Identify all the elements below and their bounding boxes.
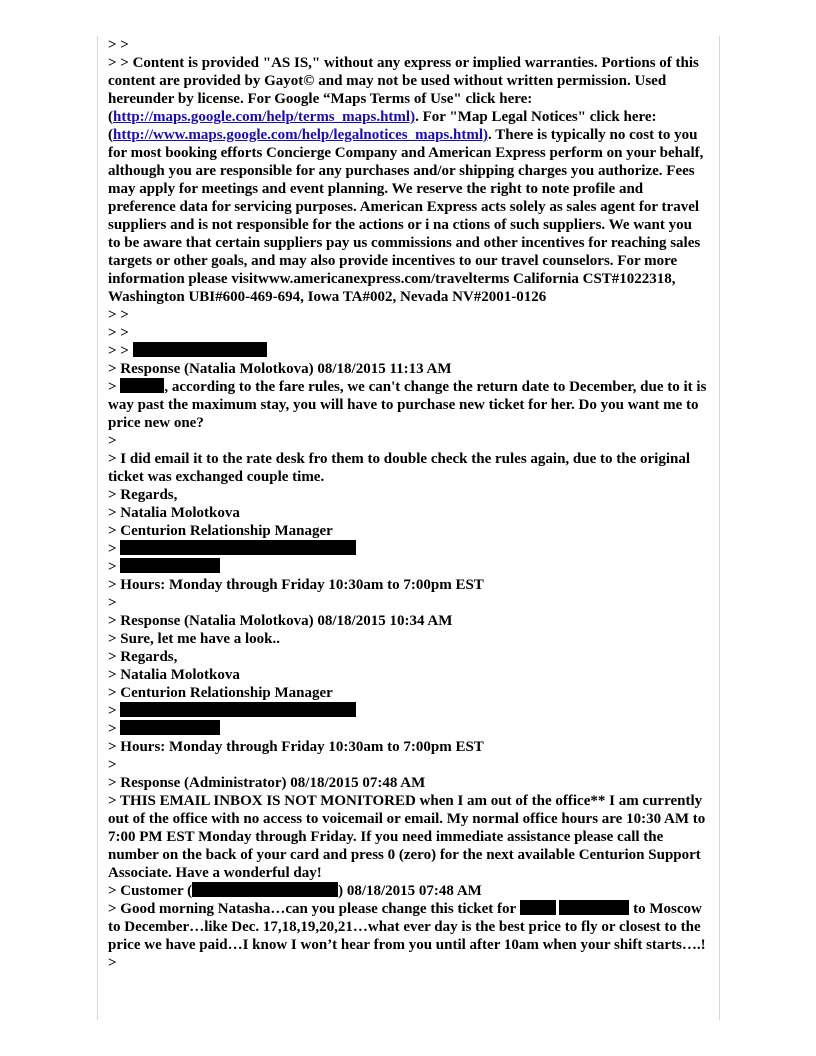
response-body-text: , according to the fare rules, we can't change the return date to December, due to it is way past the maximum stay, you will have to purchase new ticket for her. Do you want me to price new one?: [108, 379, 707, 431]
signature-regards: > Regards,: [108, 649, 178, 665]
quote-marker: >: [108, 433, 117, 449]
redaction-block: [120, 702, 356, 717]
disclaimer-text-2: . For "Map Legal Notices" click here: (: [108, 109, 657, 143]
response-header: > Response (Natalia Molotkova) 08/18/2015 10:34 AM: [108, 613, 453, 629]
signature-title: > Centurion Relationship Manager: [108, 523, 333, 539]
signature-name: > Natalia Molotkova: [108, 667, 240, 683]
redaction-block: [133, 342, 267, 357]
maps-terms-link[interactable]: http://maps.google.com/help/terms_maps.html): [113, 109, 416, 125]
quote-marker: >: [108, 757, 117, 773]
response-body: [108, 378, 708, 432]
left-margin-rule: [97, 36, 98, 1020]
redaction-block: [120, 720, 220, 735]
redacted-line: [108, 558, 708, 576]
redaction-block: [559, 900, 629, 915]
response-body: > THIS EMAIL INBOX IS NOT MONITORED when I am out of the office** I am currently out of the office with no access to voicemail or email. My normal office hours are 10:30 AM to 7:00 PM EST Monday through Friday. If you need immediate assistance please call the number on the back of your card and press 0 (zero) for the next available Centurion Support Associate. Have a wonderful day!: [108, 793, 706, 881]
disclaimer-text-3: . There is typically no cost to you for most booking efforts Concierge Company and American Express perform on your behalf, although you are responsible for any purchases and/or shipping charges you authorize. Fees may apply for meetings and event planning. We reserve the right to note profile and preference data for servicing purposes. American Express acts solely as sales agent for travel suppliers and is not responsible for the actions or i na ctions of such suppliers. We want you to be aware that certain suppliers pay us commissions and other incentives for reaching sales targets or other goals, and may also provide incentives to our travel counselors. For more information please visitwww.americanexpress.com/travelterms California CST#1022318, Washington UBI#600-469-694, Iowa TA#002, Nevada NV#2001-0126: [108, 127, 704, 305]
customer-header: [108, 882, 708, 900]
redaction-block: [120, 540, 356, 555]
quote-marker: > >: [108, 307, 129, 323]
response-body: > I did email it to the rate desk fro them to double check the rules again, due to the original ticket was exchanged couple time.: [108, 451, 690, 485]
response-header: > Response (Administrator) 08/18/2015 07:48 AM: [108, 775, 426, 791]
customer-timestamp: ) 08/18/2015 07:48 AM: [338, 883, 482, 899]
redaction-block: [520, 900, 556, 915]
redacted-line: [108, 720, 708, 738]
quote-marker: > >: [108, 325, 129, 341]
customer-body-text: to Moscow to December…like Dec. 17,18,19,20,21…what ever day is the best price to fly or closest to the price we have paid…I know I won’t hear from you until after 10am when your shift starts….!: [108, 901, 706, 953]
quote-marker: > >: [108, 343, 129, 359]
quote-marker: >: [108, 721, 117, 737]
legal-notices-link[interactable]: http://www.maps.google.com/help/legalnotices_maps.html): [113, 127, 488, 143]
response-header: > Response (Natalia Molotkova) 08/18/2015 11:13 AM: [108, 361, 452, 377]
disclaimer-paragraph: [108, 54, 708, 306]
redaction-block: [120, 558, 220, 573]
customer-prefix: > Customer (: [108, 883, 193, 899]
customer-body: [108, 900, 708, 954]
signature-hours: > Hours: Monday through Friday 10:30am to 7:00pm EST: [108, 577, 484, 593]
quote-marker: > >: [108, 37, 129, 53]
right-margin-rule: [719, 36, 720, 1020]
redaction-block: [192, 882, 338, 897]
signature-title: > Centurion Relationship Manager: [108, 685, 333, 701]
response-body: > Sure, let me have a look..: [108, 631, 281, 647]
redaction-block: [120, 378, 164, 393]
quote-marker: >: [108, 595, 117, 611]
quote-marker: >: [108, 379, 117, 395]
quote-marker: >: [108, 703, 117, 719]
signature-name: > Natalia Molotkova: [108, 505, 240, 521]
quote-marker: >: [108, 955, 117, 971]
customer-body-text: > Good morning Natasha…can you please change this ticket for: [108, 901, 516, 917]
disclaimer-text-1: > > Content is provided "AS IS," without any express or implied warranties. Portions of this content are provided by Gayot© and may not be used without written permission. Used hereunder by license. For Google “Maps Terms of Use" click here: (: [108, 55, 699, 125]
quote-marker: >: [108, 541, 117, 557]
quote-marker: >: [108, 559, 117, 575]
redacted-line: [108, 342, 708, 360]
signature-hours: > Hours: Monday through Friday 10:30am to 7:00pm EST: [108, 739, 484, 755]
redacted-line: [108, 540, 708, 558]
signature-regards: > Regards,: [108, 487, 178, 503]
email-thread: [108, 36, 708, 972]
redacted-line: [108, 702, 708, 720]
